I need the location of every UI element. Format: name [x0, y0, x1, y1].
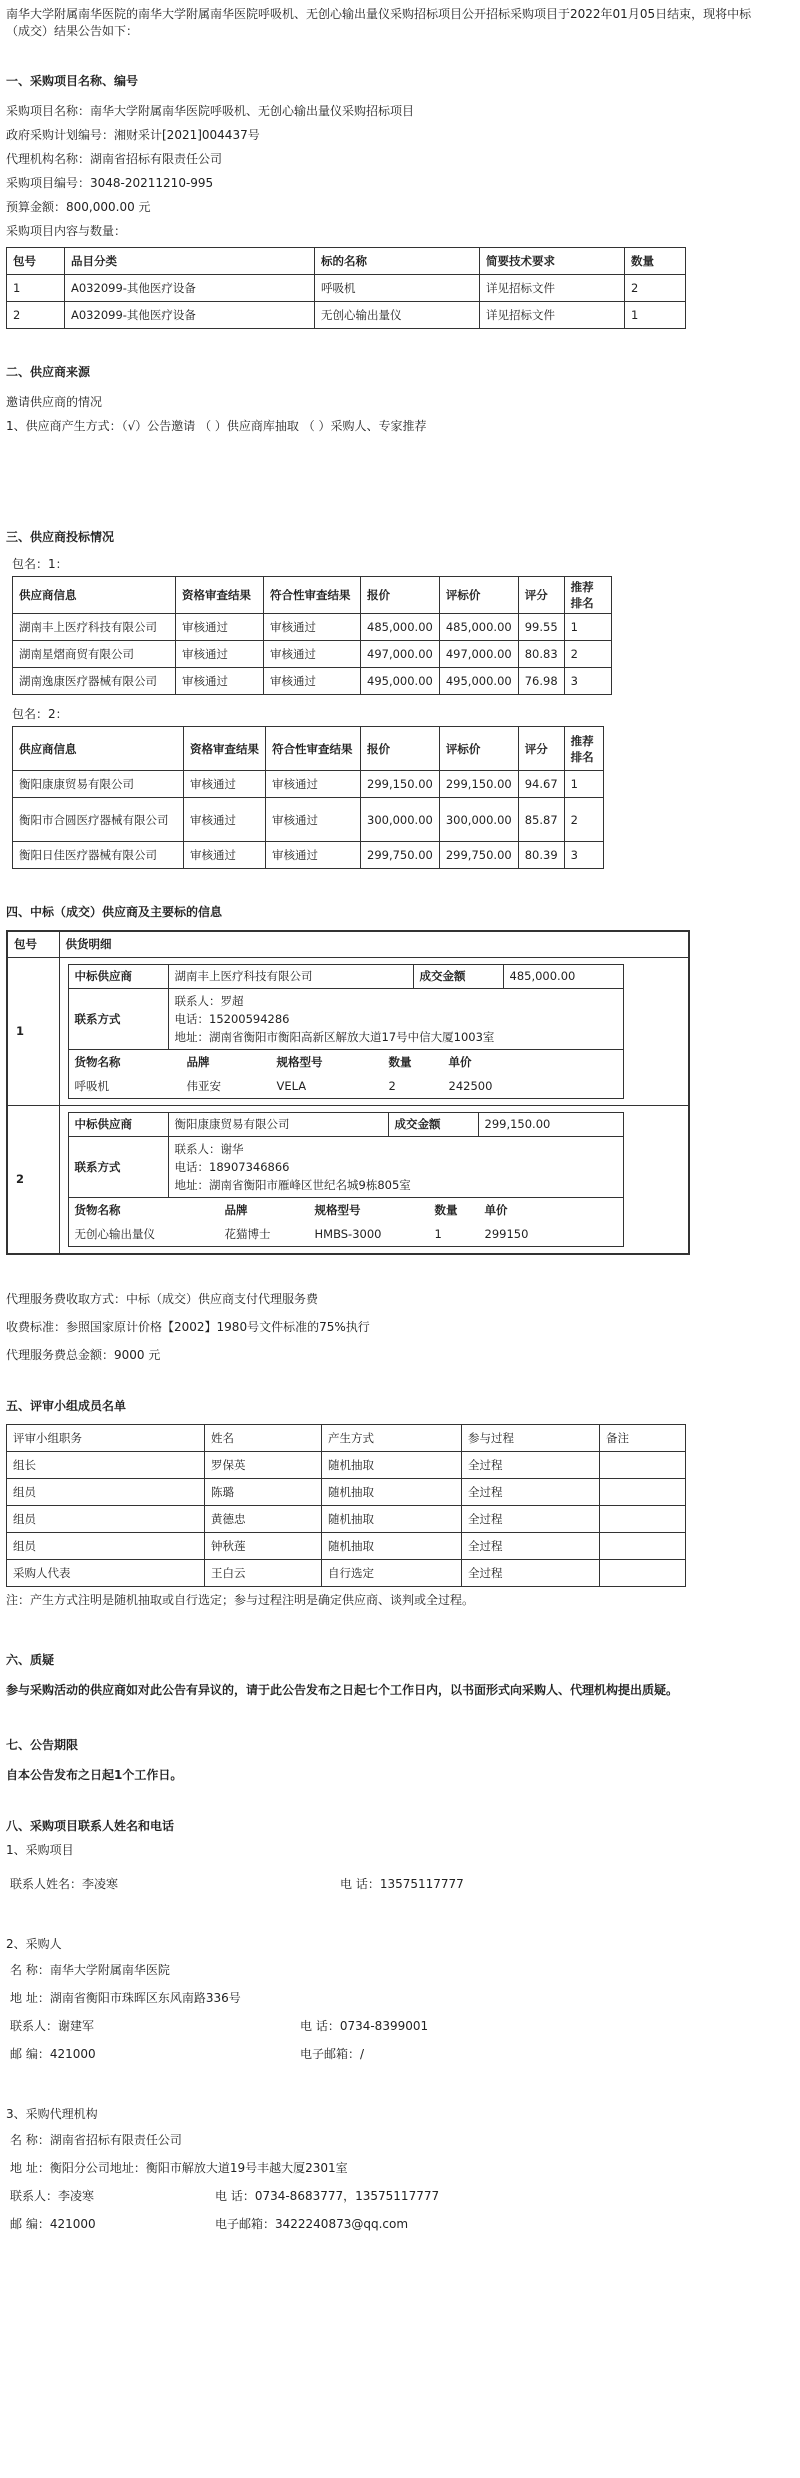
contact-person: 联系人：罗超: [174, 993, 244, 1008]
project-phone: 电 话：13575117777: [340, 1876, 464, 1891]
table-row: [7, 1532, 686, 1559]
table-cell: 衡阳康康贸易有限公司: [13, 771, 184, 798]
table-cell: 485,000.00: [439, 614, 518, 641]
sub2-title: 2、采购人: [6, 1936, 62, 1951]
table-cell: 80.39: [518, 842, 564, 869]
table-header: 简要技术要求: [480, 248, 625, 275]
fee-standard: 收费标准：参照国家原计价格【2002】1980号文件标准的75%执行: [6, 1319, 370, 1334]
table-cell: 湖南星熠商贸有限公司: [13, 641, 176, 668]
table-header: 评标价: [439, 577, 518, 614]
project-content-table: [6, 247, 686, 329]
winner-info-table: [68, 964, 625, 1099]
table-cell: VELA: [276, 1078, 307, 1093]
table-cell: 2: [564, 798, 603, 842]
table-header: 品牌: [224, 1202, 248, 1217]
table-cell: 3: [564, 842, 603, 869]
table-cell: 王白云: [205, 1559, 322, 1586]
table-header: 品牌: [186, 1054, 210, 1069]
table-header-row: [13, 727, 604, 771]
table-row: [13, 641, 612, 668]
table-cell: 自行选定: [322, 1559, 462, 1586]
contact-phone: 电话：15200594286: [174, 1011, 290, 1026]
review-note: 注：产生方式注明是随机抽取或自行选定；参与过程注明是确定供应商、谈判或全过程。: [6, 1592, 475, 1607]
contact-person: 联系人：谢华: [174, 1141, 244, 1156]
purchaser-phone: 电 话：0734-8399001: [300, 2018, 429, 2033]
amount-value: 299,150.00: [478, 1112, 624, 1136]
table-cell: 2: [625, 275, 686, 302]
table-cell: 随机抽取: [322, 1451, 462, 1478]
section6-title: 六、质疑: [6, 1652, 55, 1667]
table-cell: 299,750.00: [439, 842, 518, 869]
table-cell: 组员: [7, 1532, 205, 1559]
purchaser-postcode: 邮 编：421000: [10, 2046, 96, 2061]
table-cell: 组员: [7, 1478, 205, 1505]
table-cell: 湖南逸康医疗器械有限公司: [13, 668, 176, 695]
table-cell: 无创心输出量仪: [74, 1226, 155, 1241]
table-header: 供应商信息: [13, 577, 176, 614]
sub3-title: 3、采购代理机构: [6, 2106, 98, 2121]
table-header: 参与过程: [462, 1424, 600, 1451]
goods-table: [69, 1050, 624, 1098]
table-cell: A032099-其他医疗设备: [65, 302, 315, 329]
table-header: 评分: [518, 727, 564, 771]
table-header: 报价: [361, 727, 440, 771]
table-cell: 495,000.00: [361, 668, 440, 695]
table-cell: 497,000.00: [361, 641, 440, 668]
table-cell: 300,000.00: [439, 798, 518, 842]
table-header: 数量: [625, 248, 686, 275]
table-cell: 80.83: [518, 641, 564, 668]
table-row: [69, 1222, 624, 1246]
amount-label: 成交金额: [413, 964, 503, 988]
table-cell: 呼吸机: [74, 1078, 109, 1093]
table-cell: 全过程: [462, 1532, 600, 1559]
table-header-row: [69, 1050, 624, 1074]
winner-package-row: [7, 1105, 689, 1254]
table-cell: 76.98: [518, 668, 564, 695]
contact-address: 地址：湖南省衡阳市雁峰区世纪名城9栋805室: [174, 1177, 411, 1192]
fee-method: 代理服务费收取方式：中标（成交）供应商支付代理服务费: [6, 1291, 319, 1306]
table-cell: 无创心输出量仪: [315, 302, 480, 329]
table-header: 标的名称: [315, 248, 480, 275]
table-header: 包号: [7, 931, 59, 957]
package-label: 包名：1：: [12, 557, 68, 571]
table-header: 评标价: [439, 727, 518, 771]
contact-address: 地址：湖南省衡阳市衡阳高新区解放大道17号中信大厦1003室: [174, 1029, 495, 1044]
table-cell: A032099-其他医疗设备: [65, 275, 315, 302]
intro-text: 南华大学附属南华医院的南华大学附属南华医院呼吸机、无创心输出量仪采购招标项目公开招标采购项目于2022年01月05日结束，现将中标（成交）结果公告如下：: [6, 7, 752, 38]
table-header: 备注: [600, 1424, 686, 1451]
table-header: 包号: [7, 248, 65, 275]
contact-label: 联系方式: [68, 1136, 168, 1197]
table-cell: [600, 1478, 686, 1505]
table-cell: HMBS-3000: [314, 1226, 382, 1241]
table-header-row: [7, 248, 686, 275]
table-cell: 485,000.00: [361, 614, 440, 641]
table-header: 姓名: [205, 1424, 322, 1451]
table-cell: 242500: [448, 1078, 493, 1093]
table-cell: 全过程: [462, 1451, 600, 1478]
table-cell: 采购人代表: [7, 1559, 205, 1586]
purchaser-contact: 联系人：谢建军: [10, 2018, 95, 2033]
table-header: 品目分类: [65, 248, 315, 275]
project-number: 采购项目编号：3048-20211210-995: [6, 176, 214, 190]
table-header-row: [7, 931, 689, 957]
table-cell: 审核通过: [264, 614, 361, 641]
table-cell: 299,750.00: [361, 842, 440, 869]
contact-label: 联系方式: [68, 988, 168, 1049]
table-header: 供货明细: [59, 931, 689, 957]
table-row: [7, 302, 686, 329]
table-header: 符合性审查结果: [264, 577, 361, 614]
amount-value: 485,000.00: [503, 964, 624, 988]
table-cell: 随机抽取: [322, 1532, 462, 1559]
content-label: 采购项目内容与数量：: [6, 224, 127, 238]
table-cell: 299,150.00: [439, 771, 518, 798]
section3-title: 三、供应商投标情况: [6, 530, 115, 544]
budget: 预算金额：800,000.00 元: [6, 200, 151, 214]
table-header: 数量: [388, 1054, 412, 1069]
table-cell: 1: [625, 302, 686, 329]
table-row: [13, 668, 612, 695]
project-name: 采购项目名称：南华大学附属南华医院呼吸机、无创心输出量仪采购招标项目: [6, 104, 415, 118]
winner-label: 中标供应商: [68, 964, 168, 988]
table-header: 推荐排名: [564, 727, 603, 771]
agency-address: 地 址：衡阳分公司地址：衡阳市解放大道19号丰越大厦2301室: [10, 2160, 348, 2175]
section4-title: 四、中标（成交）供应商及主要标的信息: [6, 905, 223, 919]
table-header: 数量: [434, 1202, 458, 1217]
table-header: 规格型号: [276, 1054, 323, 1069]
table-cell: 审核通过: [176, 641, 264, 668]
table-header: 报价: [361, 577, 440, 614]
table-cell: 衡阳市合圆医疗器械有限公司: [13, 798, 184, 842]
supplier-invite: 邀请供应商的情况: [6, 395, 103, 409]
table-row: [7, 1451, 686, 1478]
table-cell: 审核通过: [264, 668, 361, 695]
table-cell: 详见招标文件: [480, 275, 625, 302]
table-cell: 2: [564, 641, 611, 668]
table-header: 评审小组职务: [7, 1424, 205, 1451]
bid-table-package-2: [12, 726, 604, 869]
winner-name: 衡阳康康贸易有限公司: [168, 1112, 388, 1136]
package-number: 2: [7, 1105, 59, 1254]
table-cell: 审核通过: [266, 842, 361, 869]
section8-title: 八、采购项目联系人姓名和电话: [6, 1818, 175, 1833]
table-header-row: [69, 1198, 624, 1222]
agency-postcode: 邮 编：421000: [10, 2216, 96, 2231]
agency-phone: 电 话：0734-8683777，13575117777: [215, 2188, 440, 2203]
table-cell: 300,000.00: [361, 798, 440, 842]
table-header: 符合性审查结果: [266, 727, 361, 771]
table-row: [7, 275, 686, 302]
amount-label: 成交金额: [388, 1112, 478, 1136]
table-cell: 衡阳日佳医疗器械有限公司: [13, 842, 184, 869]
winner-table: [6, 930, 690, 1255]
table-cell: 审核通过: [184, 842, 266, 869]
table-cell: 黄德忠: [205, 1505, 322, 1532]
table-cell: 85.87: [518, 798, 564, 842]
table-header-row: [13, 577, 612, 614]
review-panel-table: [6, 1424, 686, 1587]
notice-period-text: 自本公告发布之日起1个工作日。: [6, 1767, 183, 1782]
section2-title: 二、供应商来源: [6, 365, 91, 379]
table-cell: 钟秋莲: [205, 1532, 322, 1559]
table-cell: 组员: [7, 1505, 205, 1532]
table-cell: 罗保英: [205, 1451, 322, 1478]
winner-package-row: [7, 957, 689, 1105]
table-cell: 审核通过: [264, 641, 361, 668]
contact-info: [168, 1136, 624, 1197]
project-contact: 联系人姓名：李凌寒: [10, 1876, 119, 1891]
package-number: 1: [7, 957, 59, 1105]
fee-total: 代理服务费总金额：9000 元: [6, 1347, 161, 1362]
table-cell: 审核通过: [176, 614, 264, 641]
table-cell: 495,000.00: [439, 668, 518, 695]
winner-name: 湖南丰上医疗科技有限公司: [168, 964, 413, 988]
challenge-text: 参与采购活动的供应商如对此公告有异议的，请于此公告发布之日起七个工作日内，以书面形式向采购人、代理机构提出质疑。: [6, 1682, 679, 1697]
purchaser-email: 电子邮箱：/: [300, 2046, 365, 2061]
table-row: [13, 771, 604, 798]
package-label: 包名：2：: [12, 707, 68, 721]
table-header: 供应商信息: [13, 727, 184, 771]
table-row: [7, 1478, 686, 1505]
agency-name-contact: 名 称：湖南省招标有限责任公司: [10, 2132, 182, 2147]
table-cell: 全过程: [462, 1505, 600, 1532]
table-cell: [600, 1451, 686, 1478]
table-cell: 94.67: [518, 771, 564, 798]
table-cell: 随机抽取: [322, 1505, 462, 1532]
agency-email[interactable]: 电子邮箱：3422240873@qq.com: [215, 2216, 409, 2231]
table-cell: 审核通过: [266, 771, 361, 798]
table-header: 单价: [448, 1054, 472, 1069]
plan-number: 政府采购计划编号：湘财采计[2021]004437号: [6, 128, 260, 142]
table-cell: 2: [388, 1078, 396, 1093]
table-cell: 审核通过: [176, 668, 264, 695]
bid-table-package-1: [12, 576, 612, 695]
table-cell: 1: [7, 275, 65, 302]
table-header: 产生方式: [322, 1424, 462, 1451]
table-cell: 伟亚安: [186, 1078, 221, 1093]
winner-info-table: [68, 1112, 625, 1247]
table-cell: 全过程: [462, 1559, 600, 1586]
table-cell: 随机抽取: [322, 1478, 462, 1505]
table-cell: [600, 1532, 686, 1559]
agency-contact: 联系人：李凌寒: [10, 2188, 95, 2203]
table-cell: 审核通过: [266, 798, 361, 842]
table-row: [7, 1559, 686, 1586]
agency-name: 代理机构名称：湖南省招标有限责任公司: [6, 152, 223, 166]
sub1-title: 1、采购项目: [6, 1842, 74, 1857]
table-cell: 1: [434, 1226, 442, 1241]
table-cell: 详见招标文件: [480, 302, 625, 329]
table-cell: 299150: [484, 1226, 529, 1241]
purchaser-name: 名 称：南华大学附属南华医院: [10, 1962, 170, 1977]
table-cell: 全过程: [462, 1478, 600, 1505]
table-cell: 组长: [7, 1451, 205, 1478]
table-cell: [600, 1559, 686, 1586]
contact-info: [168, 988, 624, 1049]
table-row: [13, 798, 604, 842]
section1-title: 一、采购项目名称、编号: [6, 74, 139, 88]
table-cell: 审核通过: [184, 771, 266, 798]
table-header: 资格审查结果: [184, 727, 266, 771]
table-header: 规格型号: [314, 1202, 361, 1217]
table-cell: 湖南丰上医疗科技有限公司: [13, 614, 176, 641]
table-row: [13, 614, 612, 641]
table-cell: [600, 1505, 686, 1532]
table-cell: 审核通过: [184, 798, 266, 842]
supplier-method: 1、供应商产生方式：（√）公告邀请 （ ）供应商库抽取 （ ）采购人、专家推荐: [6, 419, 427, 433]
table-cell: 3: [564, 668, 611, 695]
table-cell: 花猫博士: [224, 1226, 271, 1241]
table-row: [13, 842, 604, 869]
section7-title: 七、公告期限: [6, 1737, 79, 1752]
table-cell: 2: [7, 302, 65, 329]
table-cell: 陈璐: [205, 1478, 322, 1505]
contact-phone: 电话：18907346866: [174, 1159, 290, 1174]
table-row: [7, 1505, 686, 1532]
table-header: 资格审查结果: [176, 577, 264, 614]
table-header: 单价: [484, 1202, 508, 1217]
table-header-row: [7, 1424, 686, 1451]
table-cell: 1: [564, 614, 611, 641]
table-cell: 呼吸机: [315, 275, 480, 302]
table-header: 货物名称: [74, 1054, 121, 1069]
table-header: 货物名称: [74, 1202, 121, 1217]
winner-label: 中标供应商: [68, 1112, 168, 1136]
table-header: 推荐排名: [564, 577, 611, 614]
table-cell: 99.55: [518, 614, 564, 641]
table-cell: 497,000.00: [439, 641, 518, 668]
table-cell: 299,150.00: [361, 771, 440, 798]
section5-title: 五、评审小组成员名单: [6, 1398, 127, 1413]
purchaser-address: 地 址：湖南省衡阳市珠晖区东风南路336号: [10, 1990, 241, 2005]
table-cell: 1: [564, 771, 603, 798]
table-row: [69, 1074, 624, 1098]
goods-table: [69, 1198, 624, 1246]
table-header: 评分: [518, 577, 564, 614]
